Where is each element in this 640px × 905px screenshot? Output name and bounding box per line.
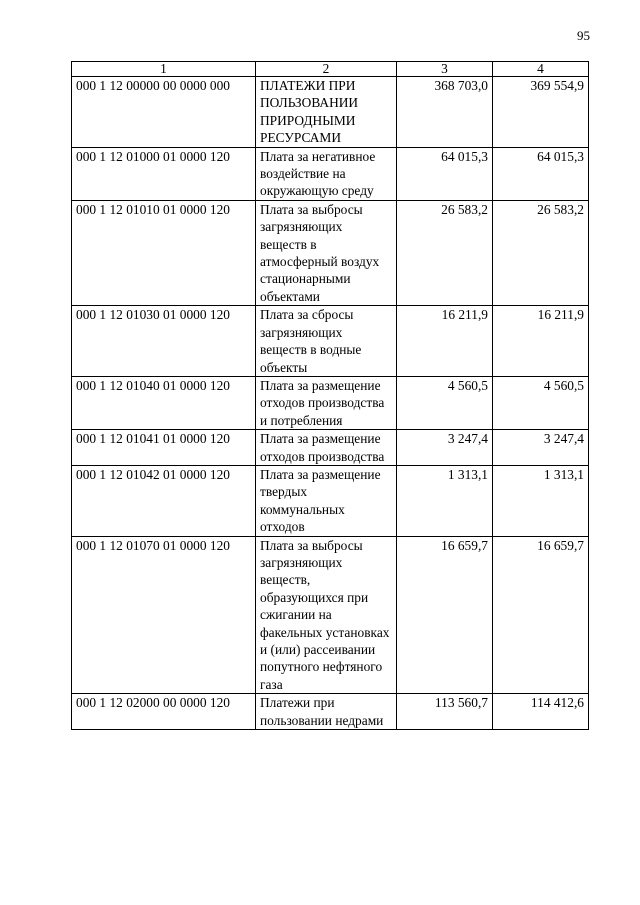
page-number: 95 — [577, 28, 590, 43]
value-col3-cell: 3 247,4 — [397, 430, 493, 466]
revenue-code-cell: 000 1 12 01042 01 0000 120 — [72, 465, 256, 536]
table-row — [72, 694, 589, 730]
value-col3-cell: 16 659,7 — [397, 536, 493, 694]
table-row — [72, 376, 589, 429]
value-col4-cell: 114 412,6 — [493, 694, 589, 730]
revenue-code-cell: 000 1 12 01030 01 0000 120 — [72, 306, 256, 377]
column-header: 1 — [72, 62, 256, 77]
revenue-name-cell: Плата за размещение отходов производства и потребления — [256, 376, 397, 429]
revenue-code-cell: 000 1 12 01041 01 0000 120 — [72, 430, 256, 466]
table-row — [72, 200, 589, 305]
revenue-name-cell: ПЛАТЕЖИ ПРИ ПОЛЬЗОВАНИИ ПРИРОДНЫМИ РЕСУРСАМИ — [256, 77, 397, 148]
revenue-code-cell: 000 1 12 01000 01 0000 120 — [72, 147, 256, 200]
value-col4-cell: 64 015,3 — [493, 147, 589, 200]
value-col3-cell: 113 560,7 — [397, 694, 493, 730]
value-col4-cell: 16 211,9 — [493, 306, 589, 377]
revenue-name-cell: Платежи при пользовании недрами — [256, 694, 397, 730]
revenue-name-cell: Плата за выбросы загрязняющих веществ, образующихся при сжигании на факельных установках и (или) рассеивании попутного нефтяного газа — [256, 536, 397, 694]
value-col4-cell: 3 247,4 — [493, 430, 589, 466]
header-row — [72, 62, 589, 77]
value-col3-cell: 16 211,9 — [397, 306, 493, 377]
revenue-code-cell: 000 1 12 01040 01 0000 120 — [72, 376, 256, 429]
value-col4-cell: 16 659,7 — [493, 536, 589, 694]
table-row — [72, 536, 589, 694]
value-col3-cell: 368 703,0 — [397, 77, 493, 148]
value-col4-cell: 26 583,2 — [493, 200, 589, 305]
value-col3-cell: 1 313,1 — [397, 465, 493, 536]
column-header: 3 — [397, 62, 493, 77]
revenue-code-cell: 000 1 12 01070 01 0000 120 — [72, 536, 256, 694]
value-col3-cell: 4 560,5 — [397, 376, 493, 429]
table-row — [72, 306, 589, 377]
revenue-code-cell: 000 1 12 01010 01 0000 120 — [72, 200, 256, 305]
revenue-name-cell: Плата за размещение отходов производства — [256, 430, 397, 466]
revenue-code-cell: 000 1 12 00000 00 0000 000 — [72, 77, 256, 148]
value-col3-cell: 64 015,3 — [397, 147, 493, 200]
value-col4-cell: 1 313,1 — [493, 465, 589, 536]
budget-table — [71, 61, 589, 730]
revenue-name-cell: Плата за размещение твердых коммунальных отходов — [256, 465, 397, 536]
table-row — [72, 430, 589, 466]
value-col4-cell: 369 554,9 — [493, 77, 589, 148]
table-row — [72, 77, 589, 148]
value-col3-cell: 26 583,2 — [397, 200, 493, 305]
value-col4-cell: 4 560,5 — [493, 376, 589, 429]
revenue-name-cell: Плата за выбросы загрязняющих веществ в атмосферный воздух стационарными объектами — [256, 200, 397, 305]
revenue-code-cell: 000 1 12 02000 00 0000 120 — [72, 694, 256, 730]
table-row — [72, 465, 589, 536]
revenue-name-cell: Плата за сбросы загрязняющих веществ в водные объекты — [256, 306, 397, 377]
column-header: 4 — [493, 62, 589, 77]
column-header: 2 — [256, 62, 397, 77]
table-row — [72, 147, 589, 200]
revenue-name-cell: Плата за негативное воздействие на окружающую среду — [256, 147, 397, 200]
